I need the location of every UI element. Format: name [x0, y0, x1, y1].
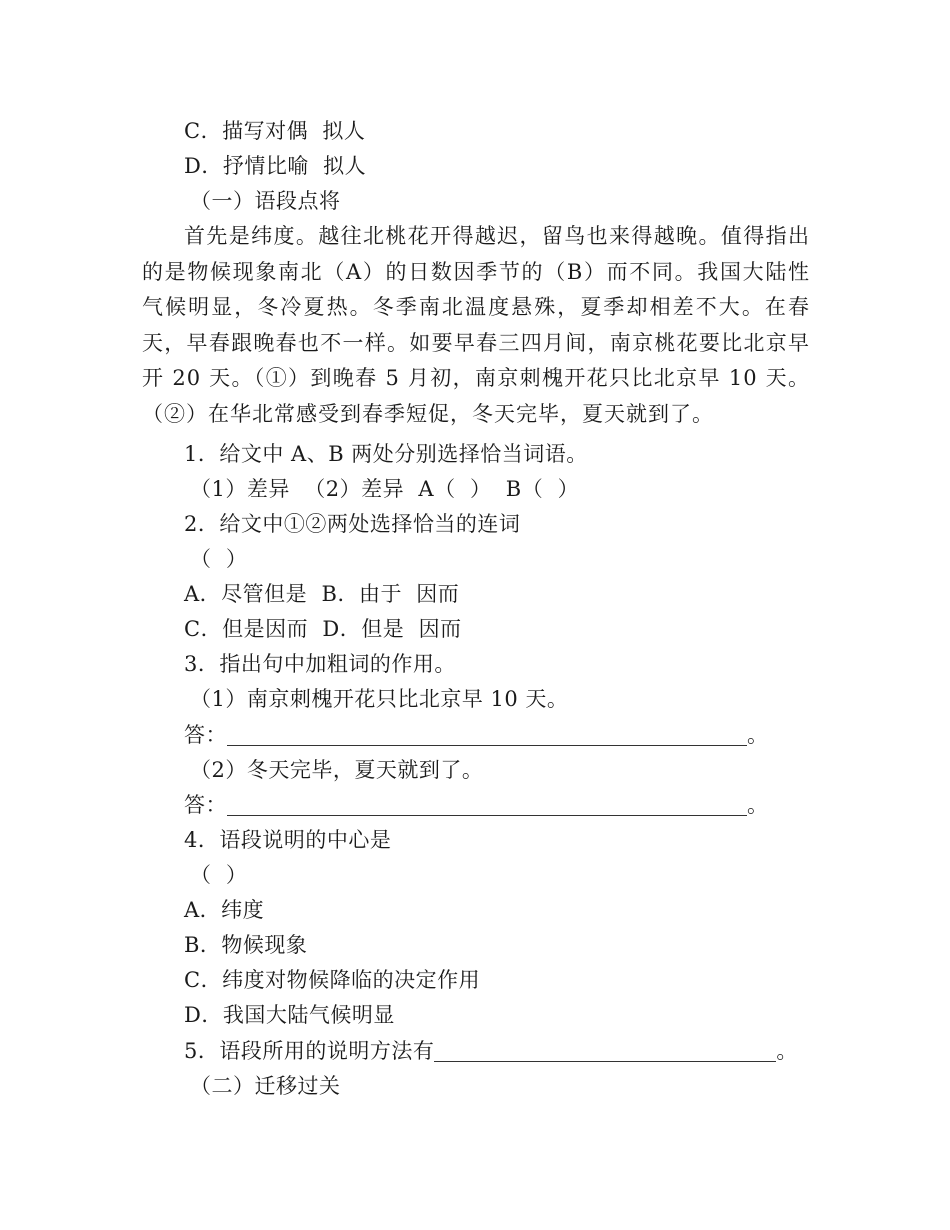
question-4-stem: 4．语段说明的中心是	[184, 828, 392, 852]
question-5	[184, 1036, 798, 1066]
answer-end-mark: 。	[747, 723, 769, 747]
section-title-2: （二）迁移过关	[190, 1074, 341, 1098]
question-2-stem: 2．给文中①②两处选择恰当的连词	[184, 512, 521, 536]
question-1-stem: 1．给文中 A、B 两处分别选择恰当词语。	[184, 442, 588, 466]
question-2-paren: （ ）	[190, 547, 248, 571]
section-title-1: （一）语段点将	[190, 189, 341, 213]
answer-end-mark: 。	[747, 793, 769, 817]
question-3-sub2: （2）冬天完毕，夏天就到了。	[190, 758, 484, 782]
question-4-paren: （ ）	[190, 863, 248, 887]
question-2-options-row2: C．但是因而 D．但是 因而	[184, 617, 462, 641]
option-d-prev: D．抒情比喻 拟人	[184, 154, 367, 178]
answer-label: 答：	[184, 793, 227, 817]
question-4-option-b: B．物候现象	[184, 933, 308, 957]
passage-paragraph: 首先是纬度。越往北桃花开得越迟，留鸟也来得越晚。值得指出的是物候现象南北（A）的日数因季节的（B）而不同。我国大陆性气候明显，冬冷夏热。冬季南北温度悬殊，夏季却相差不大。在春天，早春跟晚春也不一样。如要早春三四月间，南京桃花要比北京早开 20 天。（①）到晚春 5 月初，南京刺槐开花只比北京早 10 天。（②）在华北常感受到春季短促，冬天完毕，夏天就到了。	[142, 224, 810, 426]
question-3-stem: 3．指出句中加粗词的作用。	[184, 652, 456, 676]
question-3-answer-line-2	[184, 790, 769, 820]
question-3-answer-line-1	[184, 720, 769, 750]
question-4-option-c: C．纬度对物候降临的决定作用	[184, 968, 481, 992]
answer-blank-2[interactable]	[227, 793, 747, 816]
question-2-options-row1: A．尽管但是 B．由于 因而	[184, 582, 460, 606]
answer-blank-1[interactable]	[227, 723, 747, 746]
question-5-end-mark: 。	[776, 1039, 798, 1063]
question-4-option-a: A．纬度	[184, 898, 265, 922]
question-5-blank[interactable]	[434, 1039, 776, 1062]
question-3-sub1: （1）南京刺槐开花只比北京早 10 天。	[190, 687, 569, 711]
question-5-stem: 5．语段所用的说明方法有	[184, 1039, 435, 1063]
option-c-prev: C．描写对偶 拟人	[184, 119, 366, 143]
answer-label: 答：	[184, 723, 227, 747]
question-1-options: （1）差异 （2）差异 A（ ） B（ ）	[190, 477, 580, 501]
question-4-option-d: D．我国大陆气候明显	[184, 1003, 395, 1027]
